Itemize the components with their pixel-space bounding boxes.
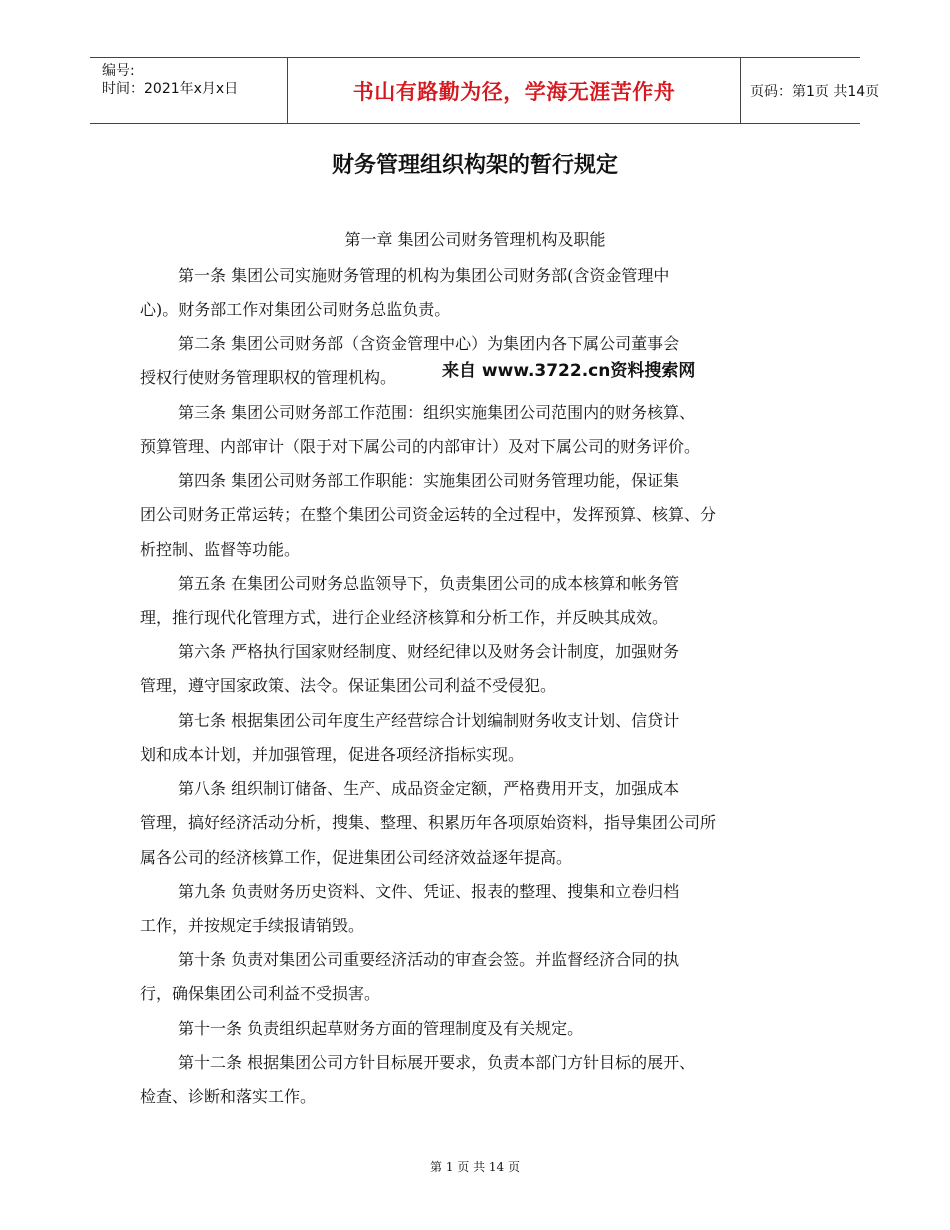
body-line: 行，确保集团公司利益不受损害。 xyxy=(140,984,381,1003)
header-page-info: 页码：第1页 共14页 xyxy=(750,83,880,100)
body-line: 第二条 集团公司财务部（含资金管理中心）为集团内各下属公司董事会 xyxy=(178,334,680,353)
body-line: 第四条 集团公司财务部工作职能：实施集团公司财务管理功能，保证集 xyxy=(178,471,680,490)
body-line: 第一条 集团公司实施财务管理的机构为集团公司财务部(含资金管理中 xyxy=(178,266,670,285)
page-header xyxy=(90,57,880,124)
header-motto-cell xyxy=(287,58,741,123)
body-line: 第五条 在集团公司财务总监领导下，负责集团公司的成本核算和帐务管 xyxy=(178,574,680,593)
body-line: 理，推行现代化管理方式，进行企业经济核算和分析工作，并反映其成效。 xyxy=(140,608,669,627)
body-line: 管理，搞好经济活动分析，搜集、整理、积累历年各项原始资料，指导集团公司所 xyxy=(140,813,717,832)
body-line: 划和成本计划，并加强管理，促进各项经济指标实现。 xyxy=(140,745,525,764)
body-line: 第三条 集团公司财务部工作范围：组织实施集团公司范围内的财务核算、 xyxy=(178,403,696,422)
body-line: 第九条 负责财务历史资料、文件、凭证、报表的整理、搜集和立卷归档 xyxy=(178,882,680,901)
body-line: 第八条 组织制订储备、生产、成品资金定额，严格费用开支，加强成本 xyxy=(178,779,680,798)
document-time-label: 时间：2021年x月x日 xyxy=(102,81,239,97)
body-line: 第六条 严格执行国家财经制度、财经纪律以及财务会计制度，加强财务 xyxy=(178,642,680,661)
body-line: 工作，并按规定手续报请销毁。 xyxy=(140,916,365,935)
watermark-text: 来自 www.3722.cn资料搜索网 xyxy=(442,361,696,381)
document-title: 财务管理组织构架的暂行规定 xyxy=(331,153,618,178)
body-line: 管理，遵守国家政策、法令。保证集团公司利益不受侵犯。 xyxy=(140,676,557,695)
chapter-heading: 第一章 集团公司财务管理机构及职能 xyxy=(344,230,606,249)
page-footer: 第 1 页 共 14 页 xyxy=(430,1160,520,1174)
body-line: 检查、诊断和落实工作。 xyxy=(140,1087,317,1106)
body-line: 第十条 负责对集团公司重要经济活动的审查会签。并监督经济合同的执 xyxy=(178,950,680,969)
document-number-label: 编号: xyxy=(102,63,135,79)
body-line: 第十一条 负责组织起草财务方面的管理制度及有关规定。 xyxy=(178,1019,584,1038)
body-line: 心)。财务部工作对集团公司财务总监负责。 xyxy=(140,300,451,319)
header-motto: 书山有路勤为径，学海无涯苦作舟 xyxy=(352,79,676,104)
body-line: 第十二条 根据集团公司方针目标展开要求，负责本部门方针目标的展开、 xyxy=(178,1053,696,1072)
body-line: 析控制、监督等功能。 xyxy=(140,540,301,559)
header-page-cell xyxy=(740,58,880,123)
body-line: 授权行使财务管理职权的管理机构。 xyxy=(140,368,397,387)
header-meta-cell xyxy=(90,58,287,123)
body-line: 团公司财务正常运转；在整个集团公司资金运转的全过程中，发挥预算、核算、分 xyxy=(140,505,717,524)
body-line: 第七条 根据集团公司年度生产经营综合计划编制财务收支计划、信贷计 xyxy=(178,711,680,730)
body-line: 预算管理、内部审计（限于对下属公司的内部审计）及对下属公司的财务评价。 xyxy=(140,437,701,456)
body-line: 属各公司的经济核算工作，促进集团公司经济效益逐年提高。 xyxy=(140,848,573,867)
